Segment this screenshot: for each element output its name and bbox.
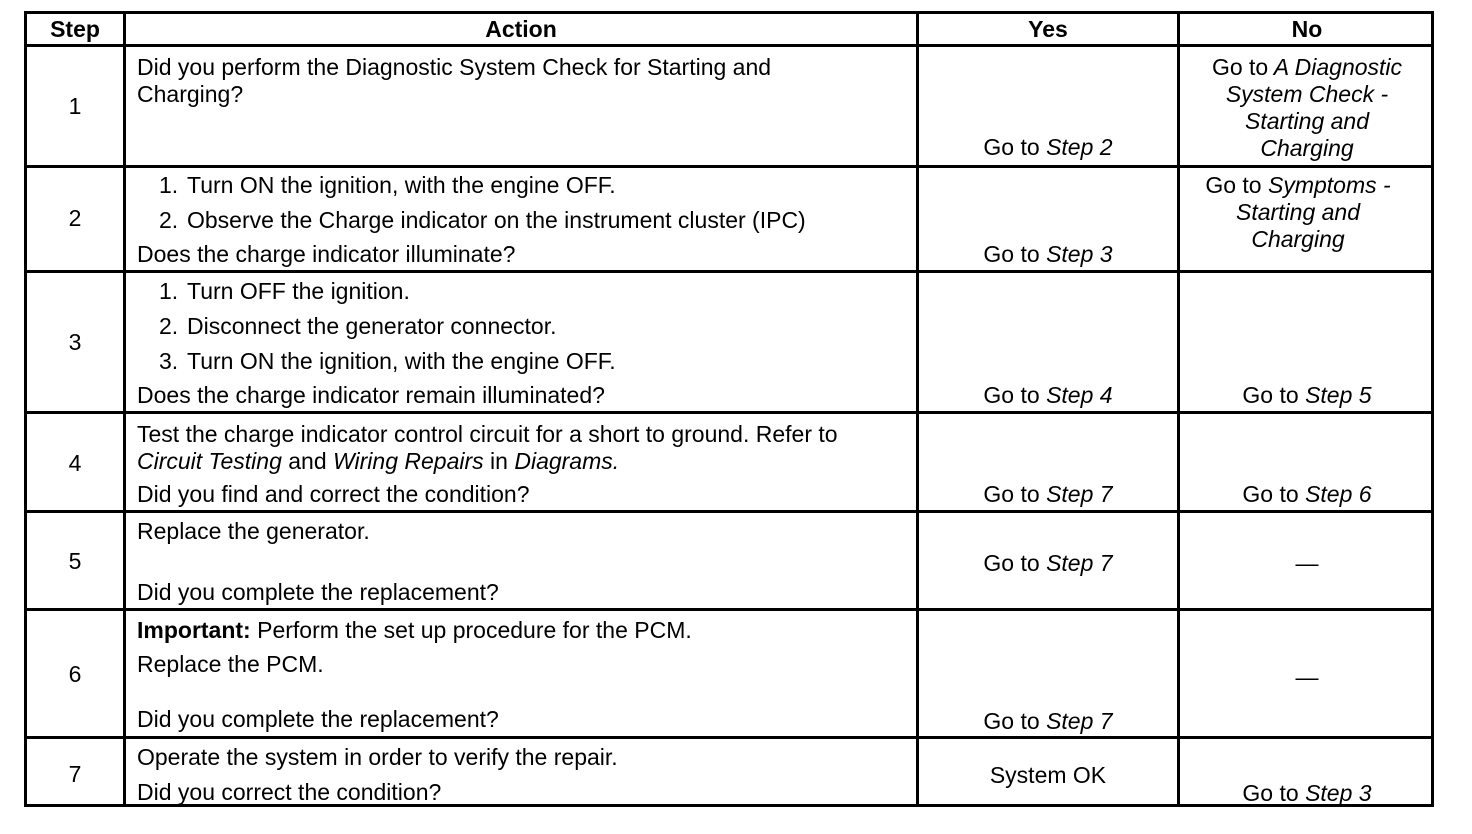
no-result: — — [1295, 664, 1319, 690]
action-step-item: 2. Disconnect the generator connector. — [159, 313, 557, 339]
diagnostic-table — [24, 11, 1434, 807]
header-no: No — [1291, 16, 1323, 42]
column-divider — [916, 14, 919, 804]
action-text: Replace the PCM. — [137, 651, 324, 677]
no-result: Go to Step 5 — [1242, 382, 1372, 408]
action-question: Did you complete the replacement? — [137, 706, 499, 732]
yes-result: Go to Step 7 — [983, 708, 1113, 734]
header-action: Action — [485, 16, 557, 42]
step-number: 3 — [68, 329, 82, 355]
no-result: Go to Symptoms - Starting and Charging — [1205, 172, 1391, 252]
yes-result: Go to Step 4 — [983, 382, 1113, 408]
action-text: Did you perform the Diagnostic System Check for Starting and Charging? — [137, 54, 772, 107]
row-divider — [27, 270, 1431, 273]
yes-result: System OK — [989, 762, 1107, 788]
action-question: Did you find and correct the condition? — [137, 481, 530, 507]
row-divider — [27, 736, 1431, 739]
step-number: 6 — [68, 661, 82, 687]
action-question: Did you correct the condition? — [137, 779, 442, 805]
step-number: 4 — [68, 450, 82, 476]
action-question: Did you complete the replacement? — [137, 579, 499, 605]
step-number: 5 — [68, 548, 82, 574]
action-step-item: 1. Turn OFF the ignition. — [159, 278, 410, 304]
step-number: 7 — [68, 761, 82, 787]
action-question: Does the charge indicator illuminate? — [137, 241, 516, 267]
no-result: Go to Step 3 — [1242, 780, 1372, 806]
step-number: 2 — [68, 205, 82, 231]
action-question: Does the charge indicator remain illuminated? — [137, 382, 605, 408]
row-divider — [27, 44, 1431, 47]
action-text: Test the charge indicator control circuit for a short to ground. Refer to Circuit Testing and Wiring Repairs in Diagrams. — [137, 421, 838, 474]
header-step: Step — [50, 16, 100, 42]
yes-result: Go to Step 7 — [983, 550, 1113, 576]
yes-result: Go to Step 2 — [983, 134, 1113, 160]
no-result: — — [1295, 550, 1319, 576]
action-step-item: 1. Turn ON the ignition, with the engine OFF. — [159, 172, 616, 198]
yes-result: Go to Step 3 — [983, 241, 1113, 267]
no-result: Go to A Diagnostic System Check - Starting and Charging — [1211, 54, 1403, 161]
header-yes: Yes — [1028, 16, 1068, 42]
no-result: Go to Step 6 — [1242, 481, 1372, 507]
row-divider — [27, 165, 1431, 168]
action-step-item: 2. Observe the Charge indicator on the instrument cluster (IPC) — [159, 207, 806, 233]
row-divider — [27, 411, 1431, 414]
yes-result: Go to Step 7 — [983, 481, 1113, 507]
action-text: Operate the system in order to verify the repair. — [137, 744, 618, 770]
action-text: Replace the generator. — [137, 518, 370, 544]
important-note: Important: Perform the set up procedure for the PCM. — [137, 617, 692, 643]
action-step-item: 3. Turn ON the ignition, with the engine OFF. — [159, 348, 616, 374]
column-divider — [123, 14, 126, 804]
row-divider — [27, 510, 1431, 513]
step-number: 1 — [68, 93, 82, 119]
row-divider — [27, 608, 1431, 611]
